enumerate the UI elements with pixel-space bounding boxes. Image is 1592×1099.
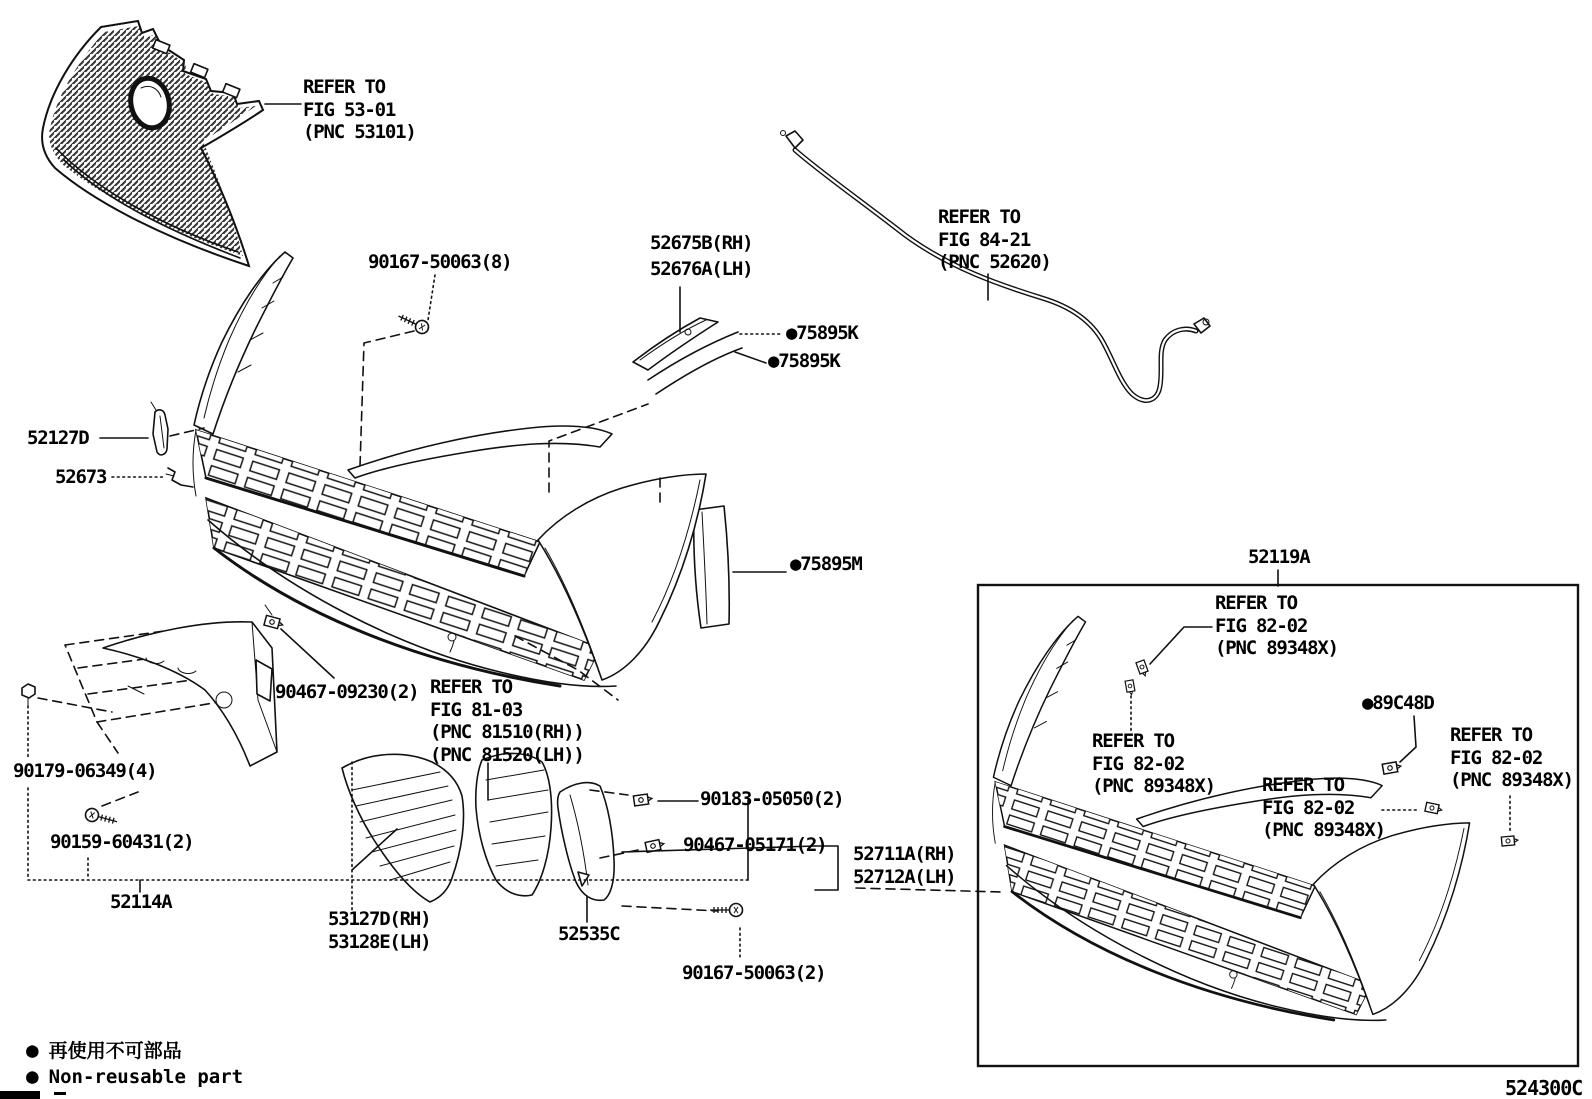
label-line: REFER TO bbox=[1262, 774, 1344, 796]
ref-fig-81-03-label bbox=[430, 676, 584, 766]
label-line: (PNC 89348X) bbox=[1092, 775, 1215, 797]
screw-90167-bottom-icon bbox=[710, 904, 743, 917]
label-line: 53127D(RH) bbox=[328, 908, 431, 930]
legend-text-jp: 再使用不可部品 bbox=[48, 1040, 182, 1062]
part-label-89c48d: ●89C48D bbox=[1362, 692, 1434, 714]
figure-code: 524300C bbox=[1505, 1076, 1583, 1099]
label-line: FIG 81-03 bbox=[430, 698, 523, 721]
legend-text-en: Non-reusable part bbox=[48, 1066, 244, 1088]
label-line: FIG 82-02 bbox=[1215, 614, 1308, 637]
license-bracket-illustration bbox=[65, 622, 277, 766]
label-line: REFER TO bbox=[303, 76, 385, 98]
label-line: 52676A(LH) bbox=[650, 258, 753, 280]
label-line: (PNC 52620) bbox=[938, 251, 1051, 273]
molding-illustration bbox=[633, 318, 742, 394]
label-line: REFER TO bbox=[1092, 730, 1174, 752]
label-line: REFER TO bbox=[430, 676, 512, 698]
label-line: (PNC 81510(RH)) bbox=[430, 721, 584, 743]
page-edge-mark bbox=[0, 1091, 40, 1099]
label-line: REFER TO bbox=[1215, 592, 1297, 614]
part-label-52119a: 52119A bbox=[1248, 546, 1310, 568]
clip-52673-icon bbox=[166, 468, 193, 487]
part-label-75895m: ●75895M bbox=[790, 553, 862, 575]
part-label-90167-50063-8: 90167-50063(8) bbox=[368, 251, 512, 273]
non-reusable-bullet-icon: ● bbox=[26, 1038, 39, 1062]
part-label-52675b-52676a bbox=[650, 230, 752, 282]
bolt-90179-icon bbox=[22, 684, 35, 706]
label-line: (PNC 89348X) bbox=[1262, 819, 1385, 841]
label-line: REFER TO bbox=[1450, 724, 1532, 746]
clip-90467-09230-icon bbox=[264, 615, 284, 629]
ref-fig-53-01-label bbox=[303, 76, 416, 144]
label-line: (PNC 81520(LH)) bbox=[430, 743, 584, 766]
non-reusable-bullet-icon: ● bbox=[26, 1064, 39, 1088]
part-label-52535c: 52535C bbox=[558, 923, 620, 945]
bolt-90159-icon bbox=[84, 807, 119, 828]
ref-fig-82-02-label-3 bbox=[1262, 774, 1385, 842]
label-line: (PNC 89348X) bbox=[1450, 769, 1573, 791]
part-label-90467-05171: 90467-05171(2) bbox=[683, 834, 827, 856]
retainer-52127d-icon bbox=[151, 402, 168, 455]
label-line: 52712A(LH) bbox=[853, 865, 956, 888]
ref-fig-82-02-label-4 bbox=[1450, 724, 1573, 792]
part-label-90167-50063-2: 90167-50063(2) bbox=[682, 962, 826, 984]
part-label-90179-06349: 90179-06349(4) bbox=[13, 760, 157, 782]
part-label-52127d: 52127D bbox=[27, 427, 89, 449]
part-label-75895k-2: ●75895K bbox=[768, 350, 840, 372]
bracket-8103-illustration bbox=[476, 753, 552, 895]
label-line: FIG 82-02 bbox=[1262, 796, 1355, 819]
label-line: (PNC 89348X) bbox=[1215, 637, 1338, 659]
part-label-52673: 52673 bbox=[55, 466, 107, 488]
label-line: 52711A(RH) bbox=[853, 843, 956, 865]
ref-fig-82-02-label-2 bbox=[1092, 730, 1215, 798]
label-line: FIG 53-01 bbox=[303, 98, 396, 121]
ref-fig-84-21-label bbox=[938, 206, 1051, 274]
part-label-90467-09230: 90467-09230(2) bbox=[275, 681, 419, 703]
legend-non-reusable-jp bbox=[26, 1036, 182, 1063]
label-line: (PNC 53101) bbox=[303, 121, 416, 143]
label-line: FIG 82-02 bbox=[1450, 746, 1543, 769]
clip-90183-icon bbox=[633, 794, 652, 806]
part-label-52114a: 52114A bbox=[110, 891, 172, 913]
side-support-illustration bbox=[558, 783, 615, 901]
part-label-75895k-1: ●75895K bbox=[786, 322, 858, 344]
part-label-53127d-53128e bbox=[328, 908, 430, 953]
grille-illustration bbox=[42, 21, 263, 266]
label-line: FIG 82-02 bbox=[1092, 752, 1185, 775]
stripe-75895m-illustration bbox=[694, 506, 730, 628]
part-label-90183-05050: 90183-05050(2) bbox=[700, 788, 844, 810]
ref-fig-82-02-label-1 bbox=[1215, 592, 1338, 660]
subassembly-bumper-illustration bbox=[992, 616, 1469, 1020]
label-line: REFER TO bbox=[938, 206, 1020, 228]
label-line: FIG 84-21 bbox=[938, 228, 1031, 251]
label-line: 53128E(LH) bbox=[328, 930, 431, 953]
page-edge-mark bbox=[54, 1092, 66, 1095]
part-label-52711a-52712a bbox=[853, 843, 955, 888]
label-line: 52675B(RH) bbox=[650, 232, 753, 254]
legend-non-reusable-en bbox=[26, 1064, 243, 1088]
part-label-90159-60431: 90159-60431(2) bbox=[50, 831, 194, 853]
